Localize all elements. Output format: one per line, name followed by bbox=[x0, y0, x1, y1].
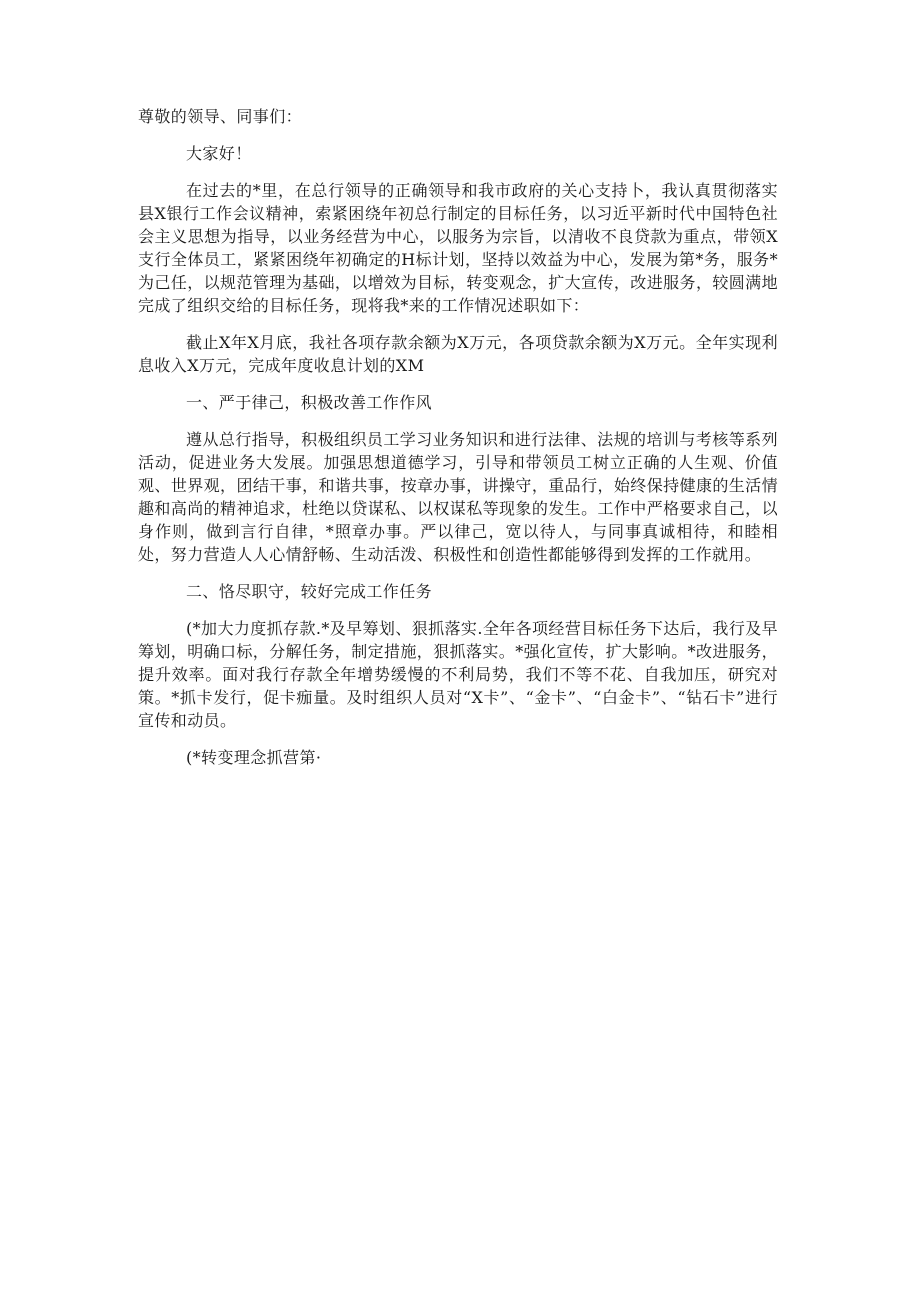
section-heading-1: 一、严于律己，积极改善工作作风 bbox=[186, 393, 433, 412]
paragraph-truncated: (*转变理念抓营第· bbox=[186, 748, 322, 767]
paragraph-section-2: (*加大力度抓存款.*及早筹划、狠抓落实.全年各项经营目标任务下达后，我行及早筹划，明确口标，分解任务，制定措施，狠抓落实。*强化宣传，扩大影响。*改进服务，提升效率。面对我行存款全年增势缓慢的不利局势，我们不等不花、自我加压，研究对策。*抓卡发行，促卡痂量。及时组织人员对“X卡”、“金卡”、“白金卡”、“钻石卡”进行宣传和动员。 bbox=[138, 619, 779, 730]
greeting: 大家好！ bbox=[186, 144, 252, 163]
paragraph-section-1: 遵从总行指导，积极组织员工学习业务知识和进行法律、法规的培训与考核等系列活动，促进业务大发展。加强思想道德学习，引导和带领员工树立正确的人生观、价值观、世界观，团结干事，和谐共事，按章办事，讲操守，重品行，始终保持健康的生活情趣和高尚的精神追求，杜绝以贷谋私、以权谋私等现象的发生。工作中严格要求自己，以身作则，做到言行自律，*照章办事。严以律己，宽以待人，与同事真诚相待，和睦相处，努力营造人人心情舒畅、生动活泼、积极性和创造性都能够得到发挥的工作就用。 bbox=[138, 430, 778, 564]
section-heading-2: 二、恪尽职守，较好完成工作任务 bbox=[186, 582, 433, 601]
salutation: 尊敬的领导、同事们： bbox=[138, 107, 303, 126]
paragraph-intro: 在过去的*里，在总行领导的正确领导和我市政府的关心支持卜，我认真贯彻落实县X银行工作会议精神，索紧困绕年初总行制定的目标任务，以习近平新时代中国特色社会主义思想为指导，以业务经营为中心，以服务为宗旨，以清收不良贷款为重点，带领X支行全体员工，紧紧困绕年初确定的H标计划，坚持以效益为中心，发展为第*务，服务*为己任，以规范管理为基础，以增效为目标，转变观念，扩大宣传，改进服务，较圆满地完成了组织交给的目标任务，现将我*来的工作情况述职如下： bbox=[138, 181, 778, 315]
paragraph-figures: 截止X年X月底，我社各项存款余额为X万元，各项贷款余额为X万元。全年实现利息收入X万元，完成年度收息计划的XM bbox=[138, 333, 778, 375]
document-body bbox=[138, 105, 778, 783]
